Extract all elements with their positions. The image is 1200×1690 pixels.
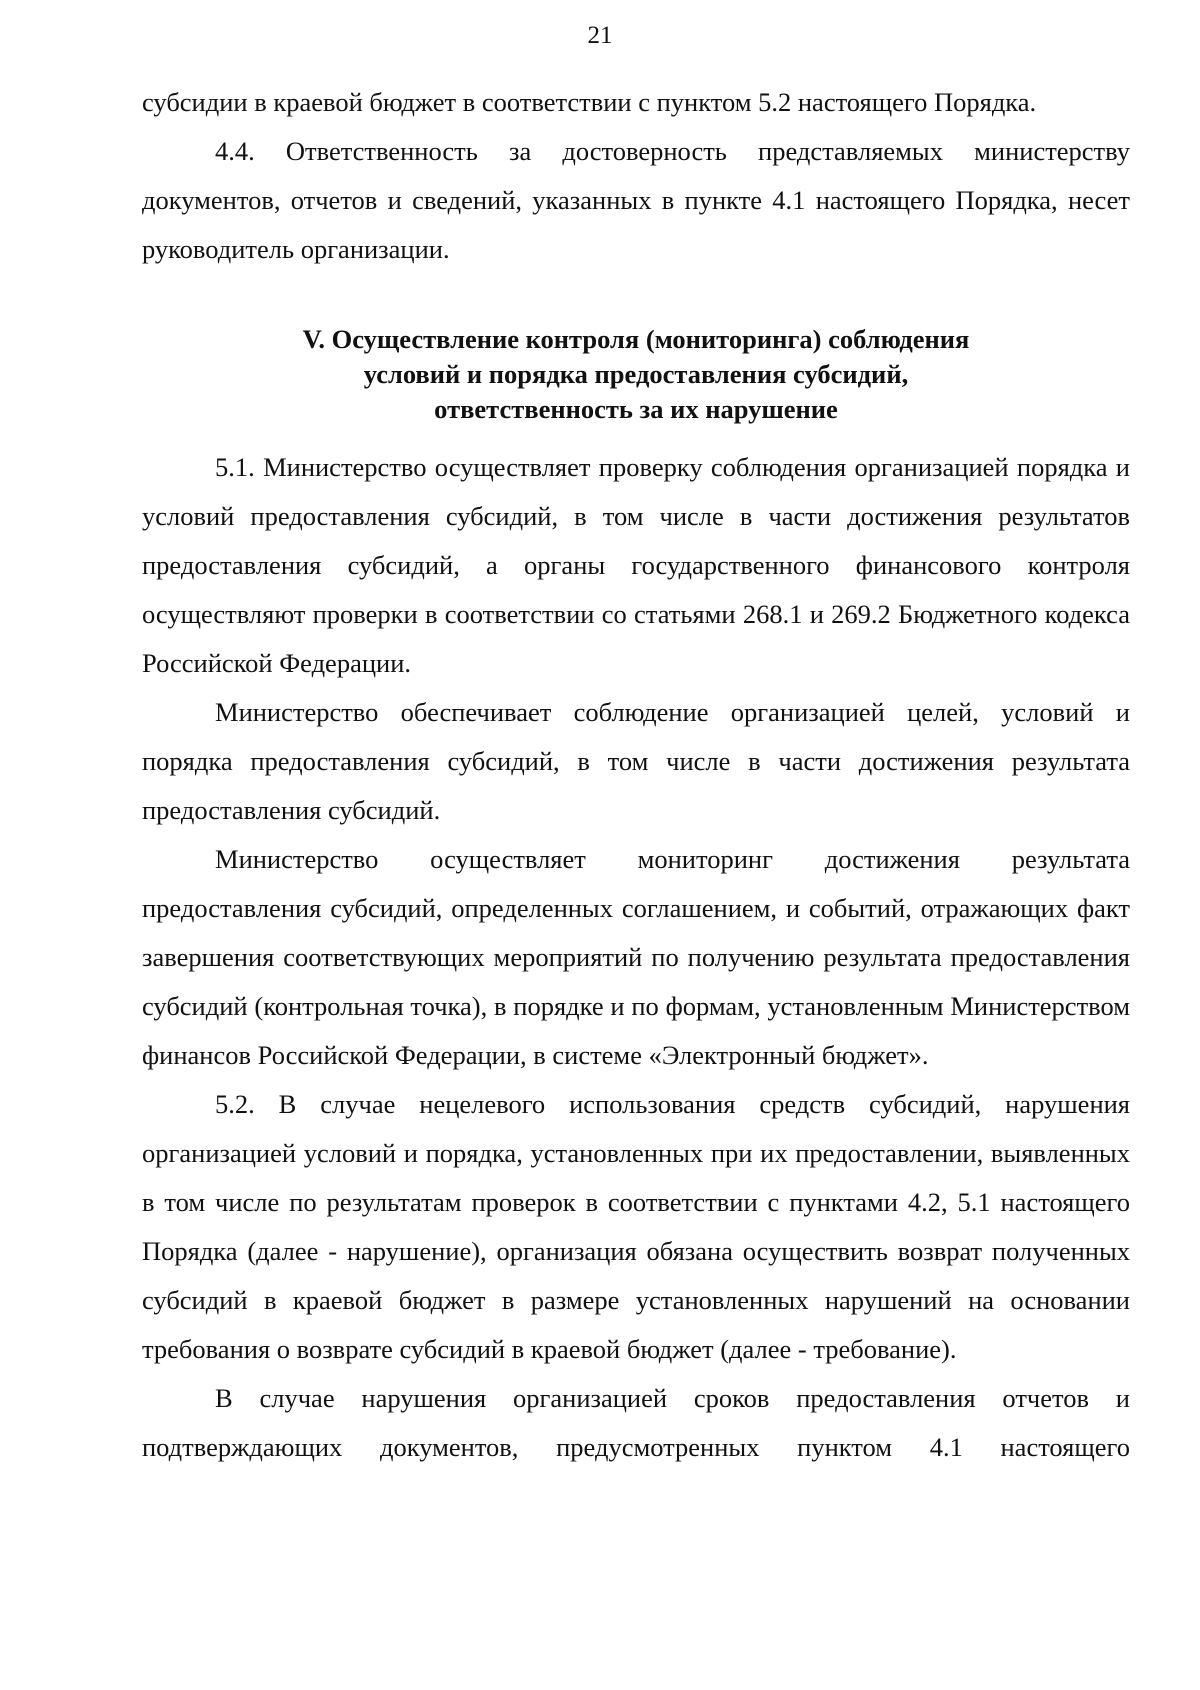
paragraph-5-2: 5.2. В случае нецелевого использования средств субсидий, нарушения организацией условий и порядка, установленных при их предоставлении, выявленных в том числе по результатам проверок в соответствии с пунктами 4.2, 5.1 настоящего Порядка (далее - нарушение), организация обязана осуществить возврат полученных субсидий в краевой бюджет в размере установленных нарушений на основании требования о возврате субсидий в краевой бюджет (далее - требование). [142, 1089, 1130, 1364]
paragraph-ministry-ensures: Министерство обеспечивает соблюдение организацией целей, условий и порядка предоставления субсидий, в том числе в части достижения результата предоставления субсидий. [142, 697, 1130, 825]
paragraph-5-1: 5.1. Министерство осуществляет проверку соблюдения организацией порядка и условий предоставления субсидий, в том числе в части достижения результатов предоставления субсидий, а органы государственного финансового контроля осуществляют проверки в соответствии со статьями 268.1 и 269.2 Бюджетного кодекса Российской Федерации. [142, 452, 1130, 678]
section-heading-line-1: V. Осуществление контроля (мониторинга) соблюдения [302, 324, 970, 354]
section-heading-line-3: ответственность за их нарушение [434, 394, 838, 424]
paragraph-4-4: 4.4. Ответственность за достоверность представляемых министерству документов, отчетов и сведений, указанных в пункте 4.1 настоящего Порядка, несет руководитель организации. [142, 136, 1130, 264]
paragraph-continuation: субсидии в краевой бюджет в соответствии с пунктом 5.2 настоящего Порядка. [142, 87, 1037, 117]
section-heading-line-2: условий и порядка предоставления субсидий, [363, 359, 909, 389]
document-body [142, 78, 1130, 1472]
paragraph-violation-deadlines: В случае нарушения организацией сроков предоставления отчетов и подтверждающих документов, предусмотренных пунктом 4.1 настоящего [142, 1383, 1130, 1462]
section-heading [142, 322, 1130, 427]
paragraph-ministry-monitoring: Министерство осуществляет мониторинг достижения результата предоставления субсидий, определенных соглашением, и событий, отражающих факт завершения соответствующих мероприятий по получению результата предоставления субсидий (контрольная точка), в порядке и по формам, установленным Министерством финансов Российской Федерации, в системе «Электронный бюджет». [142, 844, 1130, 1070]
page-number: 21 [587, 22, 613, 49]
